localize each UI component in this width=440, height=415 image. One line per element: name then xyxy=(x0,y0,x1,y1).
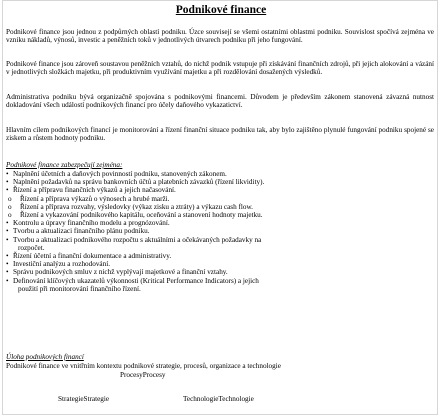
list-item-text: Tvorbu a aktualizaci podnikového rozpočtu s aktuálními a očekávaných požadavky na xyxy=(13,235,262,244)
section-heading-role: Úloha podnikových financí xyxy=(6,353,84,361)
role-paragraph: Podnikové finance ve vnitřním kontextu podnikové strategie, procesů, organizace a technologie xyxy=(6,362,281,370)
list-item-text: Kontrolu a úpravy finančního modelu a prognózování. xyxy=(13,219,170,228)
label-technologie: TechnologieTechnologie xyxy=(183,395,254,403)
bullet-icon: • xyxy=(6,252,9,261)
list-item-text: Řízení účetní a finanční dokumentace a administrativy. xyxy=(13,252,172,261)
bullet-icon: • xyxy=(6,170,9,178)
list-item xyxy=(6,227,434,235)
list-item-text: Tvorbu a aktualizaci finančního plánu podniku. xyxy=(13,227,150,236)
list-item xyxy=(6,252,434,260)
list-item xyxy=(6,268,434,276)
responsibilities-list xyxy=(6,170,434,293)
label-strategie: StrategieStrategie xyxy=(58,395,110,403)
list-item-text: Řízení a příprava výkazů o výnosech a hrubé marži. xyxy=(20,194,170,203)
document-page xyxy=(2,0,438,415)
bullet-icon: • xyxy=(6,276,9,285)
list-item-text: rozpočet. xyxy=(18,243,45,252)
bullet-icon: • xyxy=(6,235,9,244)
bullet-icon: • xyxy=(6,186,9,195)
label-procesy: ProcesyProcesy xyxy=(120,371,166,379)
section-heading-responsibilities: Podnikové finance zabezpečují zejména: xyxy=(6,161,123,169)
bullet-icon: • xyxy=(6,227,9,236)
intro-paragraph-2: Podnikové finance jsou zároveň soustavou peněžních vztahů, do nichž podnik vstupuje při získávání finančních zdrojů, při jejich alokování a vázání v jednotlivých složkách majetku, při produktivním využívání majetku a při rozdělování dosažených výsledků. xyxy=(6,60,434,77)
bullet-icon: • xyxy=(6,178,9,187)
sub-bullet-icon: o xyxy=(8,194,12,203)
list-item xyxy=(6,170,434,178)
list-item xyxy=(6,186,434,194)
list-item-text: Řízení a vykazování podnikového kapitálu, oceňování a stanovení hodnoty majetku. xyxy=(20,211,263,220)
intro-paragraph-3: Administrativa podniku bývá organizačně spojována s podnikovými financemi. Důvodem je především zákonem stanovená závazná nutnost dokladování všech událostí podnikových financí pro účely daňového vykazatictví. xyxy=(6,93,434,110)
list-item-text: Definování klíčových ukazatelů výkonnosti (Kritical Performance Indicators) a jejich xyxy=(13,276,259,285)
intro-paragraph-4: Hlavním cílem podnikových financí je monitorování a řízení finanční situace podniku tak, aby bylo zajištěno plynulé fungování podniku spojené se ziskem a růstem hodnoty podniku. xyxy=(6,126,434,143)
intro-paragraph-1: Podnikové finance jsou jednou z podpůrných oblastí podniku. Úzce souvisejí se všemi ostatními oblastmi podniku. Souvislost spočívá zejména ve vzniku nákladů, výnosů, investic a peněžních toků v jednotlivých útvarech podniku při jeho fungování. xyxy=(6,28,434,45)
bullet-icon: • xyxy=(6,219,9,228)
list-item-text: Řízení a přípravu finančních výkazů a jejich načasování. xyxy=(13,186,176,195)
list-item-text: Naplnění požadavků na správu bankovních účtů a platebních závazků (řízení likvidity). xyxy=(13,178,265,187)
list-item xyxy=(6,203,434,211)
list-item xyxy=(6,244,434,252)
sub-bullet-icon: o xyxy=(8,211,12,220)
list-item xyxy=(6,260,434,268)
list-item xyxy=(6,195,434,203)
bullet-icon: • xyxy=(6,260,9,269)
list-item xyxy=(6,219,434,227)
page-title: Podnikové finance xyxy=(175,4,267,16)
list-item-text: Řízení a příprava rozvahy, výsledovky (výkaz zisku a ztráty) a výkazu cash flow. xyxy=(20,202,253,211)
list-item-text: použití při monitorování finančního řízení. xyxy=(18,284,141,293)
list-item-text: Správu podnikových smluv z nichž vyplývají majetkové a finanční vztahy. xyxy=(13,268,228,277)
list-item xyxy=(6,236,434,244)
list-item xyxy=(6,211,434,219)
list-item-text: Investiční analýzu a rozhodování. xyxy=(13,260,110,269)
bullet-icon: • xyxy=(6,268,9,277)
list-item xyxy=(6,285,434,293)
list-item-text: Naplnění účetních a daňových povinností podniku, stanovených zákonem. xyxy=(13,170,227,178)
sub-bullet-icon: o xyxy=(8,202,12,211)
list-item xyxy=(6,277,434,285)
